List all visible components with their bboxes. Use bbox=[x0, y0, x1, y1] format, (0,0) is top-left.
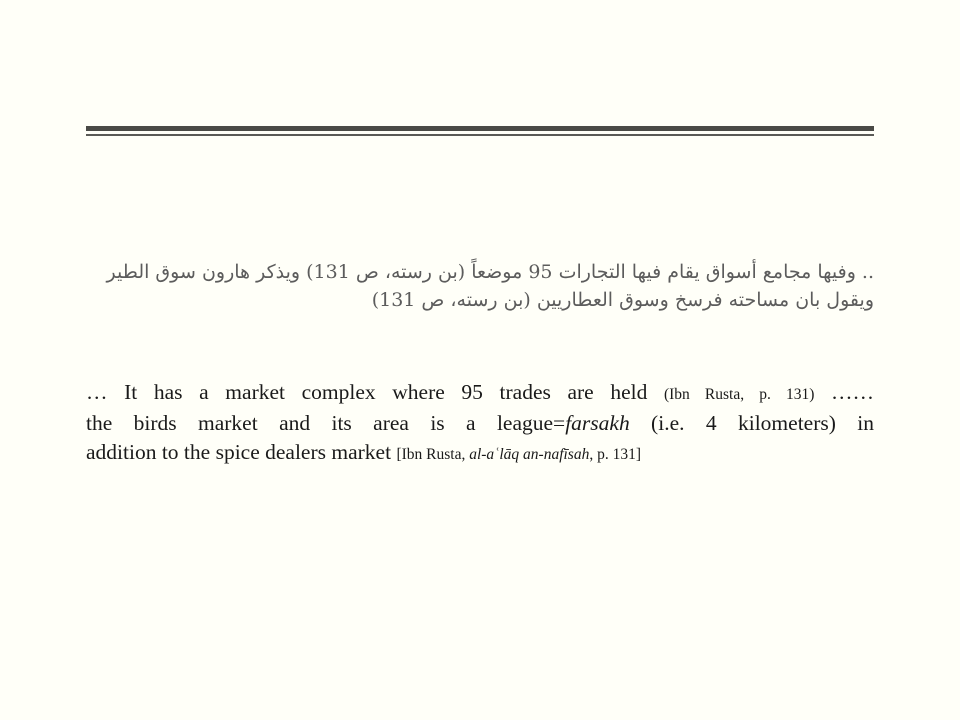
term-farsakh: farsakh bbox=[565, 411, 630, 435]
english-line-2-end: (i.e. 4 kilometers) in bbox=[629, 411, 874, 435]
citation-2-open: [Ibn Rusta, bbox=[396, 446, 470, 463]
english-line-2-start: the birds market and its area is a league= bbox=[86, 411, 566, 435]
citation-ibn-rusta-1: (Ibn Rusta, p. 131) bbox=[663, 386, 815, 403]
english-line-1-text: … It has a market complex where 95 trades are held bbox=[86, 380, 664, 404]
ellipsis: …… bbox=[814, 380, 875, 404]
english-line-3 bbox=[86, 438, 874, 469]
citation-ibn-rusta-2 bbox=[396, 446, 641, 463]
english-translation bbox=[86, 378, 874, 469]
header-rule-thick bbox=[86, 126, 874, 131]
english-line-1 bbox=[86, 378, 874, 409]
header-rule-thin bbox=[86, 134, 874, 136]
arabic-quote-line-2: ويقول بان مساحته فرسخ وسوق العطاريين (بن رسته، ص 131) bbox=[371, 289, 874, 311]
english-line-2 bbox=[86, 409, 874, 438]
citation-2-title: al-aʿlāq an-nafīsah bbox=[469, 446, 590, 463]
english-line-3-text: addition to the spice dealers market bbox=[86, 440, 397, 464]
citation-2-close: , p. 131] bbox=[589, 446, 642, 463]
arabic-quote-line-1: .. وفيها مجامع أسواق يقام فيها التجارات 95 موضعاً (بن رسته، ص 131) ويذكر هارون سوق الطير bbox=[106, 261, 874, 283]
arabic-quote bbox=[86, 258, 874, 314]
